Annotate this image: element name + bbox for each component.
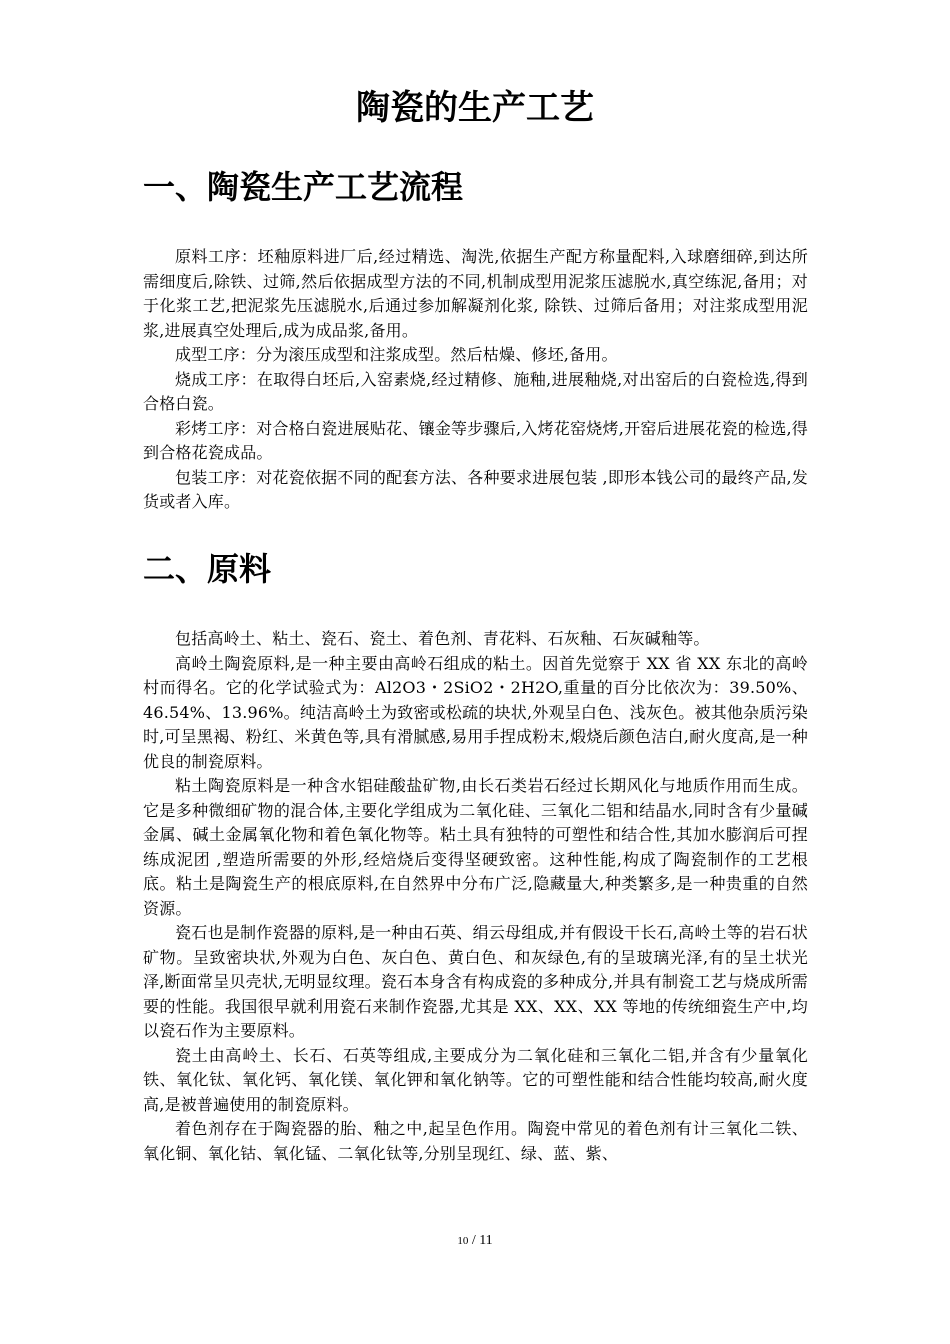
paragraph-clay: 粘土陶瓷原料是一种含水铝硅酸盐矿物,由长石类岩石经过长期风化与地质作用而生成。它是多种微细矿物的混合体,主要化学组成为二氧化硅、三氧化二铝和结晶水,同时含有少量碱金属、碱土金属氧化物和着色氧化物等。粘土具有独特的可塑性和结合性,其加水膨润后可捏练成泥团 ,塑造所需要的外形,经焙烧后变得坚硬致密。这种性能,构成了陶瓷制作的工艺根底。粘土是陶瓷生产的根底原料,在自然界中分布广泛,隐藏量大,种类繁多,是一种贵重的自然资源。 xyxy=(143,776,808,918)
section-heading-raw-materials: 二、原料 xyxy=(143,550,272,588)
paragraph-raw-material-process: 原料工序：坯釉原料进厂后,经过精选、淘洗,依据生产配方称量配料,入球磨细碎,到达所需细度后,除铁、过筛,然后依据成型方法的不同,机制成型用泥浆压滤脱水,真空练泥,备用；对于化浆工艺,把泥浆先压滤脱水,后通过参加解凝剂化浆, 除铁、过筛后备用；对注浆成型用泥浆,进展真空处理后,成为成品浆,备用。 xyxy=(143,247,808,340)
paragraph-kaolin: 高岭土陶瓷原料,是一种主要由高岭石组成的粘土。因首先觉察于 XX 省 XX 东北的高岭村而得名。它的化学试验式为：Al2O3・2SiO2・2H2O,重量的百分比依次为：39.50%、46.54%、13.96%。纯洁高岭土为致密或松疏的块状,外观呈白色、浅灰色。被其他杂质污染时,可呈黑褐、粉红、米黄色等,具有滑腻感,易用手捏成粉末,煅烧后颜色洁白,耐火度高,是一种优良的制瓷原料。 xyxy=(143,653,808,771)
paragraph-porcelain-clay: 瓷土由高岭土、长石、石英等组成,主要成分为二氧化硅和三氧化二铝,并含有少量氧化铁、氧化钛、氧化钙、氧化镁、氧化钾和氧化钠等。它的可塑性能和结合性能均较高,耐火度高,是被普遍使用的制瓷原料。 xyxy=(143,1045,808,1114)
section-heading-process: 一、陶瓷生产工艺流程 xyxy=(143,168,464,206)
paragraph-material-list: 包括高岭土、粘土、瓷石、瓷土、着色剂、青花料、石灰釉、石灰碱釉等。 xyxy=(175,629,710,648)
document-title: 陶瓷的生产工艺 xyxy=(356,88,594,128)
current-page-number: 10 xyxy=(457,1235,469,1247)
section-body-raw-materials xyxy=(143,627,808,1166)
total-page-count: 11 xyxy=(479,1233,493,1248)
paragraph-porcelain-stone: 瓷石也是制作瓷器的原料,是一种由石英、绢云母组成,并有假设干长石,高岭土等的岩石状矿物。呈致密块状,外观为白色、灰白色、黄白色、和灰绿色,有的呈玻璃光泽,有的呈土状光泽,断面常呈贝壳状,无明显纹理。瓷石本身含有构成瓷的多种成分,并具有制瓷工艺与烧成所需要的性能。我国很早就利用瓷石来制作瓷器,尤其是 XX、XX、XX 等地的传统细瓷生产中,均以瓷石作为主要原料。 xyxy=(143,923,808,1040)
paragraph-firing-process: 烧成工序：在取得白坯后,入窑素烧,经过精修、施釉,进展釉烧,对出窑后的白瓷检选,得到合格白瓷。 xyxy=(143,369,808,413)
paragraph-forming-process: 成型工序：分为滚压成型和注浆成型。然后枯燥、修坯,备用。 xyxy=(175,345,618,364)
paragraph-packaging-process: 包装工序：对花瓷依据不同的配套方法、各种要求进展包装 ,即形本钱公司的最终产品,发货或者入库。 xyxy=(143,467,808,511)
section-body-process xyxy=(143,245,808,515)
page-separator: / xyxy=(471,1233,476,1248)
page-number xyxy=(0,1231,950,1251)
paragraph-colorants: 着色剂存在于陶瓷器的胎、釉之中,起呈色作用。陶瓷中常见的着色剂有计三氧化二铁、氧化铜、氧化钴、氧化锰、二氧化钛等,分别呈现红、绿、蓝、紫、 xyxy=(143,1119,808,1163)
paragraph-decoration-process: 彩烤工序：对合格白瓷进展贴花、镶金等步骤后,入烤花窑烧烤,开窑后进展花瓷的检选,得到合格花瓷成品。 xyxy=(143,418,808,462)
